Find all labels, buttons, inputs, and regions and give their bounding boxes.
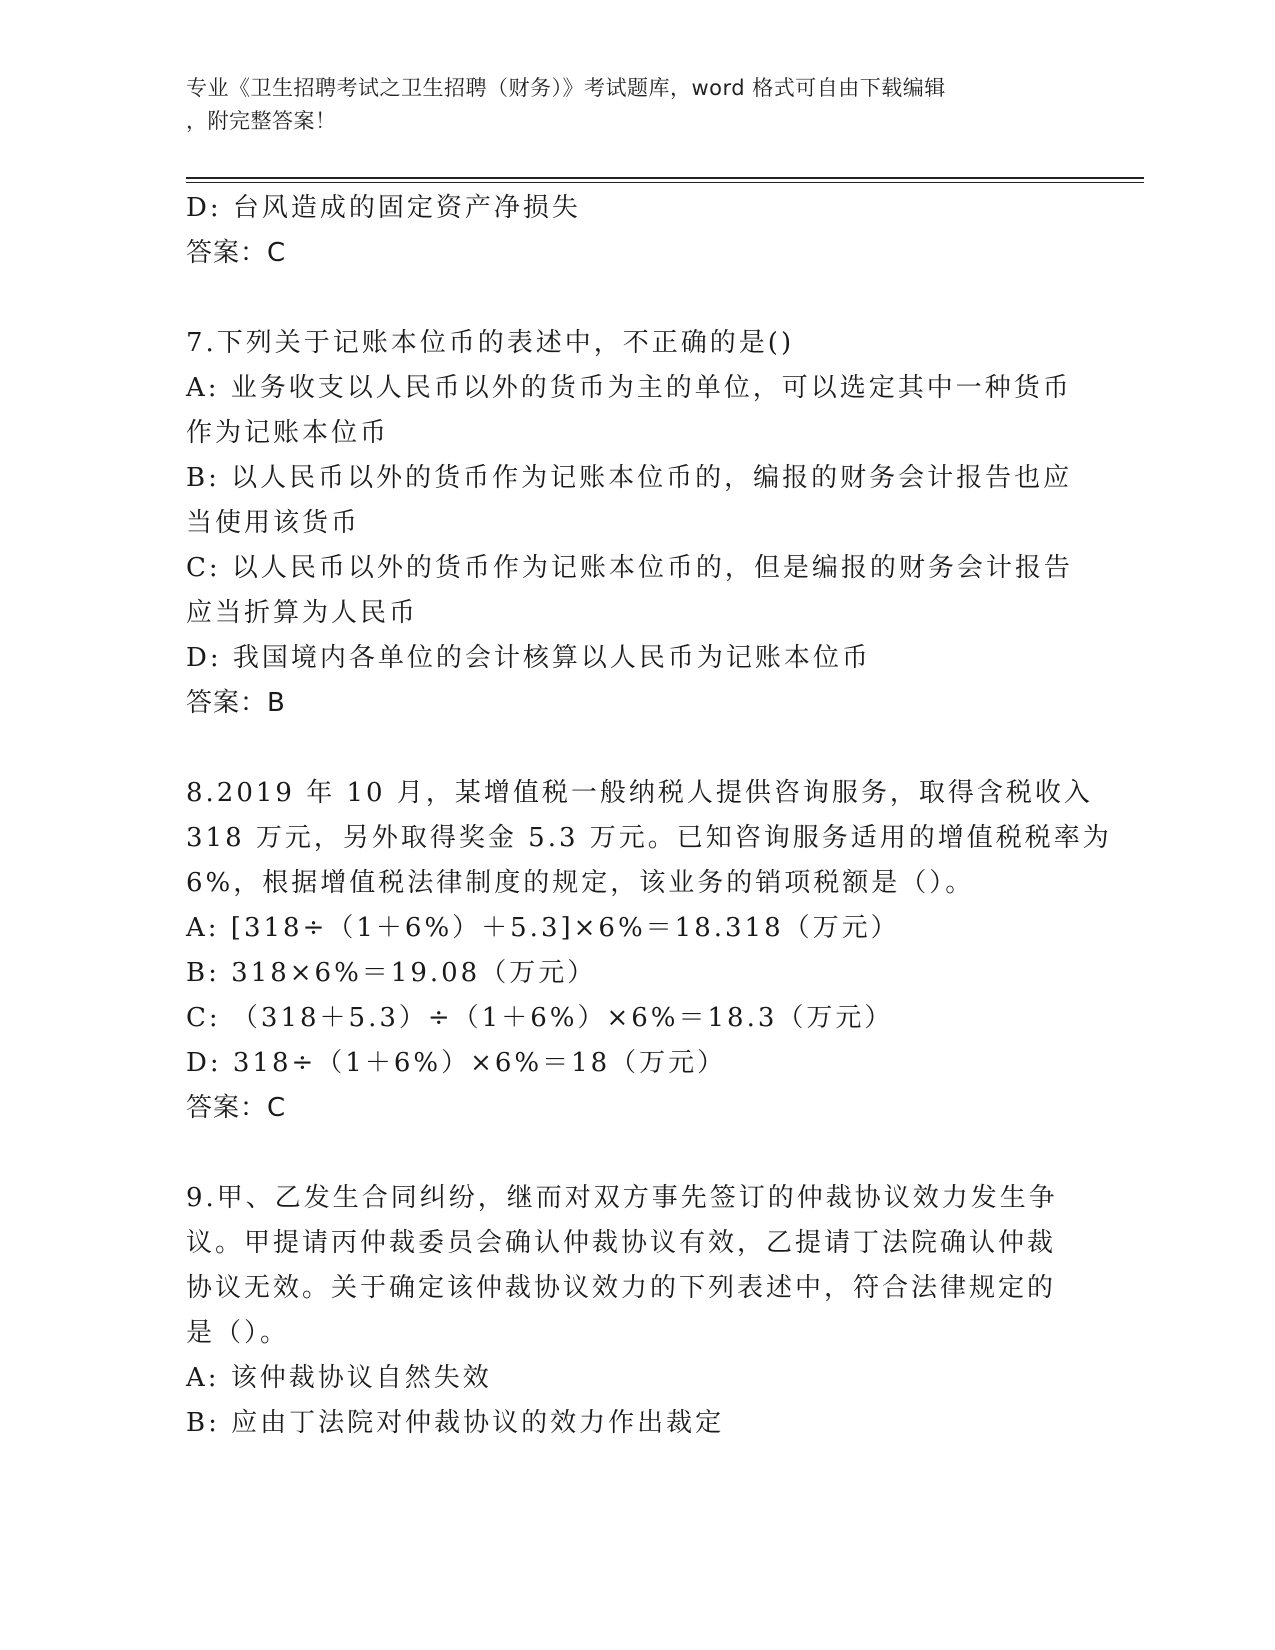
- q8-option-b: B: 318×6%＝19.08（万元）: [186, 958, 597, 988]
- spacer: [186, 1131, 1086, 1176]
- header-rule-thin: [186, 182, 1144, 183]
- q7-option-c-line1: C: 以人民币以外的货币作为记账本位币的，但是编报的财务会计报告: [186, 553, 1073, 583]
- header-rule-thick: [186, 177, 1144, 179]
- q8-option-d: D: 318÷（1＋6%）×6%＝18（万元）: [186, 1048, 727, 1078]
- q9-option-a: A: 该仲裁协议自然失效: [186, 1363, 492, 1393]
- q9-question-line3: 协议无效。关于确定该仲裁协议效力的下列表述中，符合法律规定的: [186, 1273, 1057, 1303]
- q7-answer: 答案：B: [186, 688, 286, 718]
- q7-option-a-line1: A: 业务收支以人民币以外的货币为主的单位，可以选定其中一种货币: [186, 373, 1072, 403]
- q9-question-line2: 议。甲提请丙仲裁委员会确认仲裁协议有效，乙提请丁法院确认仲裁: [186, 1228, 1057, 1258]
- q7-option-d: D: 我国境内各单位的会计核算以人民币为记账本位币: [186, 643, 871, 673]
- q8-question-line1: 8.2019 年 10 月，某增值税一般纳税人提供咨询服务，取得含税收入: [186, 778, 1093, 808]
- q7-option-a-line2: 作为记账本位币: [186, 418, 390, 448]
- q9-question-line4: 是（）。: [186, 1318, 290, 1348]
- header-line-2: ，附完整答案！: [186, 109, 337, 133]
- q7-option-b-line1: B: 以人民币以外的货币作为记账本位币的，编报的财务会计报告也应: [186, 463, 1073, 493]
- q8-answer: 答案：C: [186, 1093, 287, 1123]
- q6-option-d: D: 台风造成的固定资产净损失: [186, 193, 581, 223]
- q7-option-c-line2: 应当折算为人民币: [186, 598, 419, 628]
- q8-question-line2: 318 万元，另外取得奖金 5.3 万元。已知咨询服务适用的增值税税率为: [186, 823, 1112, 853]
- page-header: [186, 72, 1066, 138]
- header-line-1: 专业《卫生招聘考试之卫生招聘（财务）》考试题库，word 格式可自由下载编辑: [186, 76, 946, 100]
- q9-question-line1: 9.甲、乙发生合同纠纷，继而对双方事先签订的仲裁协议效力发生争: [186, 1183, 1058, 1213]
- q8-option-c: C: （318＋5.3）÷（1＋6%）×6%＝18.3（万元）: [186, 1003, 894, 1033]
- q6-answer: 答案：C: [186, 238, 287, 268]
- spacer: [186, 726, 1086, 771]
- q8-option-a: A: [318÷（1＋6%）＋5.3]×6%＝18.318（万元）: [186, 913, 900, 943]
- q7-question: 7.下列关于记账本位币的表述中，不正确的是(): [186, 328, 795, 358]
- question-content: [186, 186, 1112, 1446]
- q8-question-line3: 6%，根据增值税法律制度的规定，该业务的销项税额是（）。: [186, 868, 975, 898]
- spacer: [186, 276, 1086, 321]
- q9-option-b: B: 应由丁法院对仲裁协议的效力作出裁定: [186, 1408, 725, 1438]
- q7-option-b-line2: 当使用该货币: [186, 508, 361, 538]
